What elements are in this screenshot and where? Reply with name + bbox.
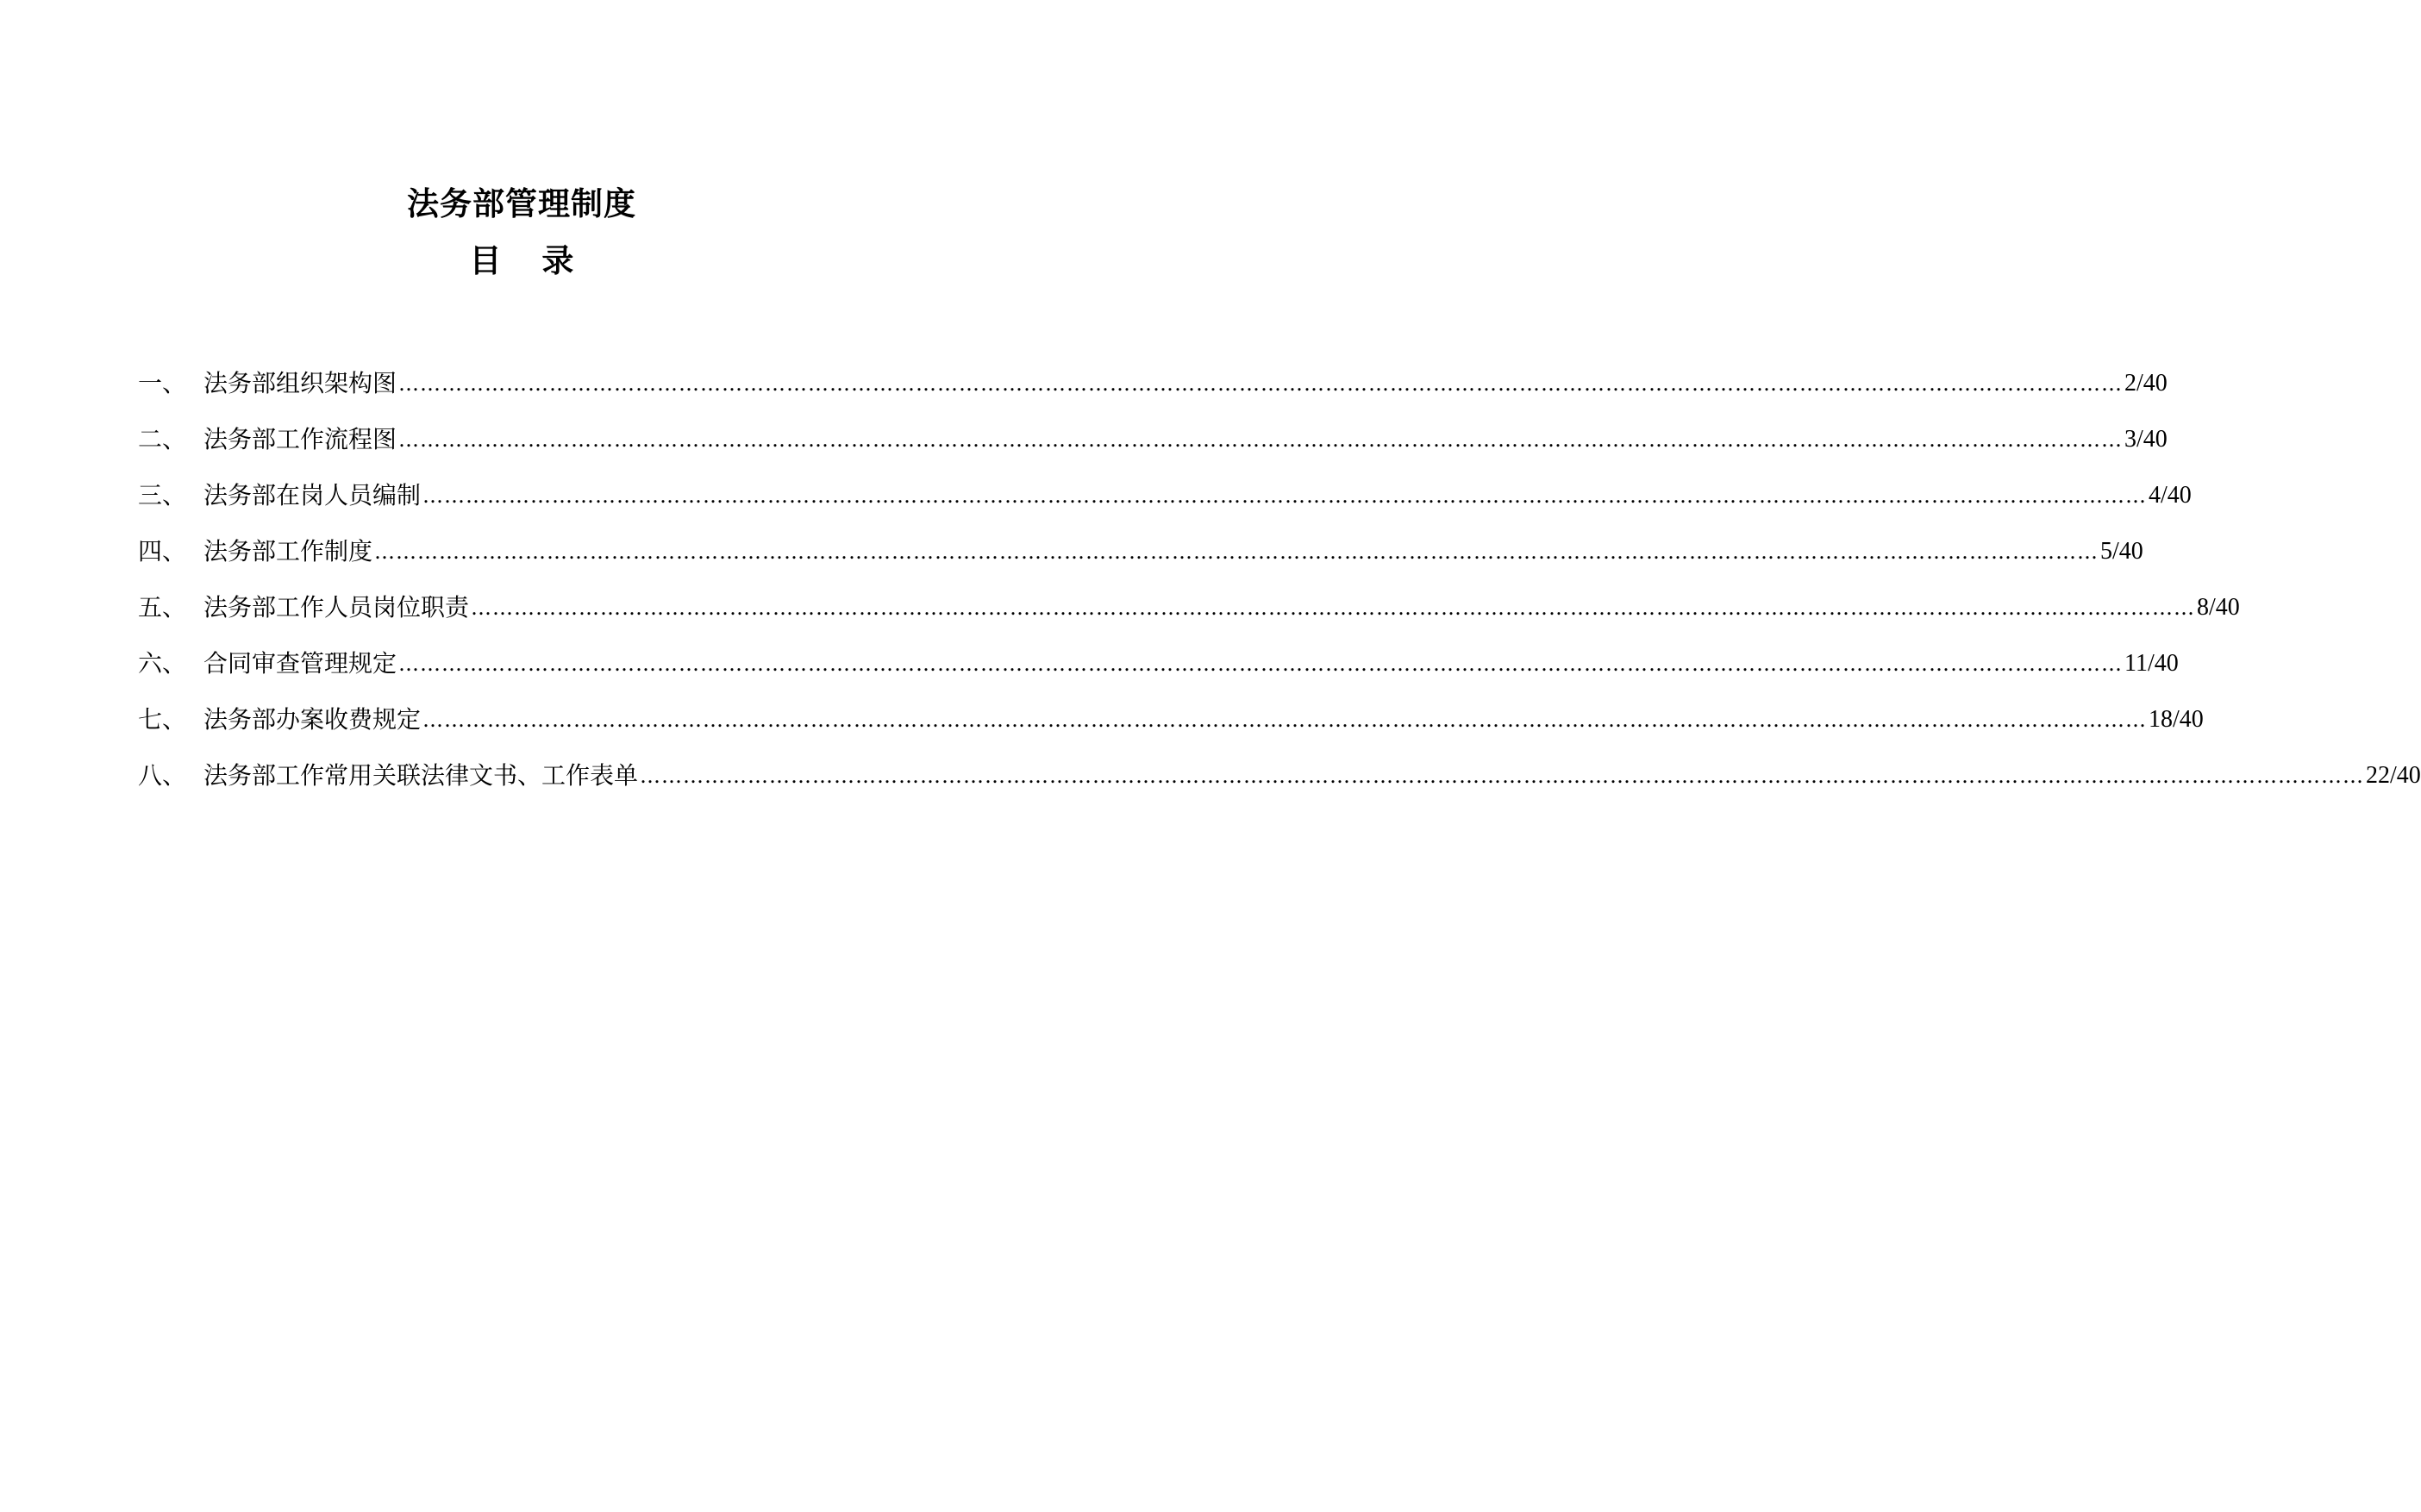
toc-entry-page: 3/40: [2124, 425, 2168, 453]
toc-dot-leader: ……………………………………………………………………………………………………………………………………………………………………………………………………………………: [374, 539, 2099, 564]
toc-dot-leader: ……………………………………………………………………………………………………………………………………………………………………………………………………………………: [471, 595, 2196, 620]
toc-entry[interactable]: [138, 579, 2240, 635]
toc-entry-number: 六、: [138, 648, 187, 678]
toc-entry-title: 法务部工作流程图: [203, 424, 397, 453]
toc-entry-number: 八、: [138, 760, 187, 790]
toc-entry-number: 二、: [138, 424, 187, 453]
toc-entry-title: 法务部工作制度: [203, 536, 373, 565]
toc-entry[interactable]: [138, 467, 2192, 523]
toc-entry-page: 4/40: [2149, 481, 2192, 509]
toc-entry-number: 四、: [138, 536, 187, 565]
toc-entry-number: 三、: [138, 480, 187, 509]
toc-entry[interactable]: [138, 691, 2204, 747]
toc-entry-number: 一、: [138, 368, 187, 397]
toc-entry-number: 七、: [138, 704, 187, 734]
toc-entry[interactable]: [138, 747, 2421, 803]
toc-dot-leader: ……………………………………………………………………………………………………………………………………………………………………………………………………………………: [398, 651, 2124, 676]
toc-entry[interactable]: [138, 523, 2143, 579]
toc-entry-page: 22/40: [2366, 761, 2421, 789]
toc-entry[interactable]: [138, 635, 2179, 691]
toc-dot-leader: ……………………………………………………………………………………………………………………………………………………………………………………………………………………: [398, 371, 2124, 396]
toc-entry-title: 合同审查管理规定: [203, 648, 397, 678]
table-of-contents: [138, 355, 2421, 803]
toc-entry[interactable]: [138, 355, 2168, 411]
toc-heading: 目 录: [469, 242, 574, 279]
toc-entry-title: 法务部在岗人员编制: [203, 480, 422, 509]
toc-entry-page: 2/40: [2124, 369, 2168, 397]
toc-entry-title: 法务部办案收费规定: [203, 704, 422, 734]
document-title: 法务部管理制度: [407, 185, 636, 222]
toc-entry-title: 法务部工作常用关联法律文书、工作表单: [203, 760, 639, 790]
toc-dot-leader: ……………………………………………………………………………………………………………………………………………………………………………………………………………………: [422, 483, 2148, 508]
toc-entry-title: 法务部组织架构图: [203, 368, 397, 397]
toc-dot-leader: ……………………………………………………………………………………………………………………………………………………………………………………………………………………: [398, 427, 2124, 452]
toc-entry-page: 18/40: [2149, 705, 2204, 733]
toc-entry-page: 11/40: [2124, 649, 2179, 677]
toc-entry[interactable]: [138, 411, 2168, 467]
toc-entry-number: 五、: [138, 592, 187, 622]
toc-dot-leader: ……………………………………………………………………………………………………………………………………………………………………………………………………………………: [422, 707, 2148, 732]
toc-entry-page: 5/40: [2100, 537, 2143, 565]
toc-entry-page: 8/40: [2197, 593, 2240, 621]
toc-entry-title: 法务部工作人员岗位职责: [203, 592, 470, 622]
toc-dot-leader: ……………………………………………………………………………………………………………………………………………………………………………………………………………………: [640, 763, 2365, 788]
